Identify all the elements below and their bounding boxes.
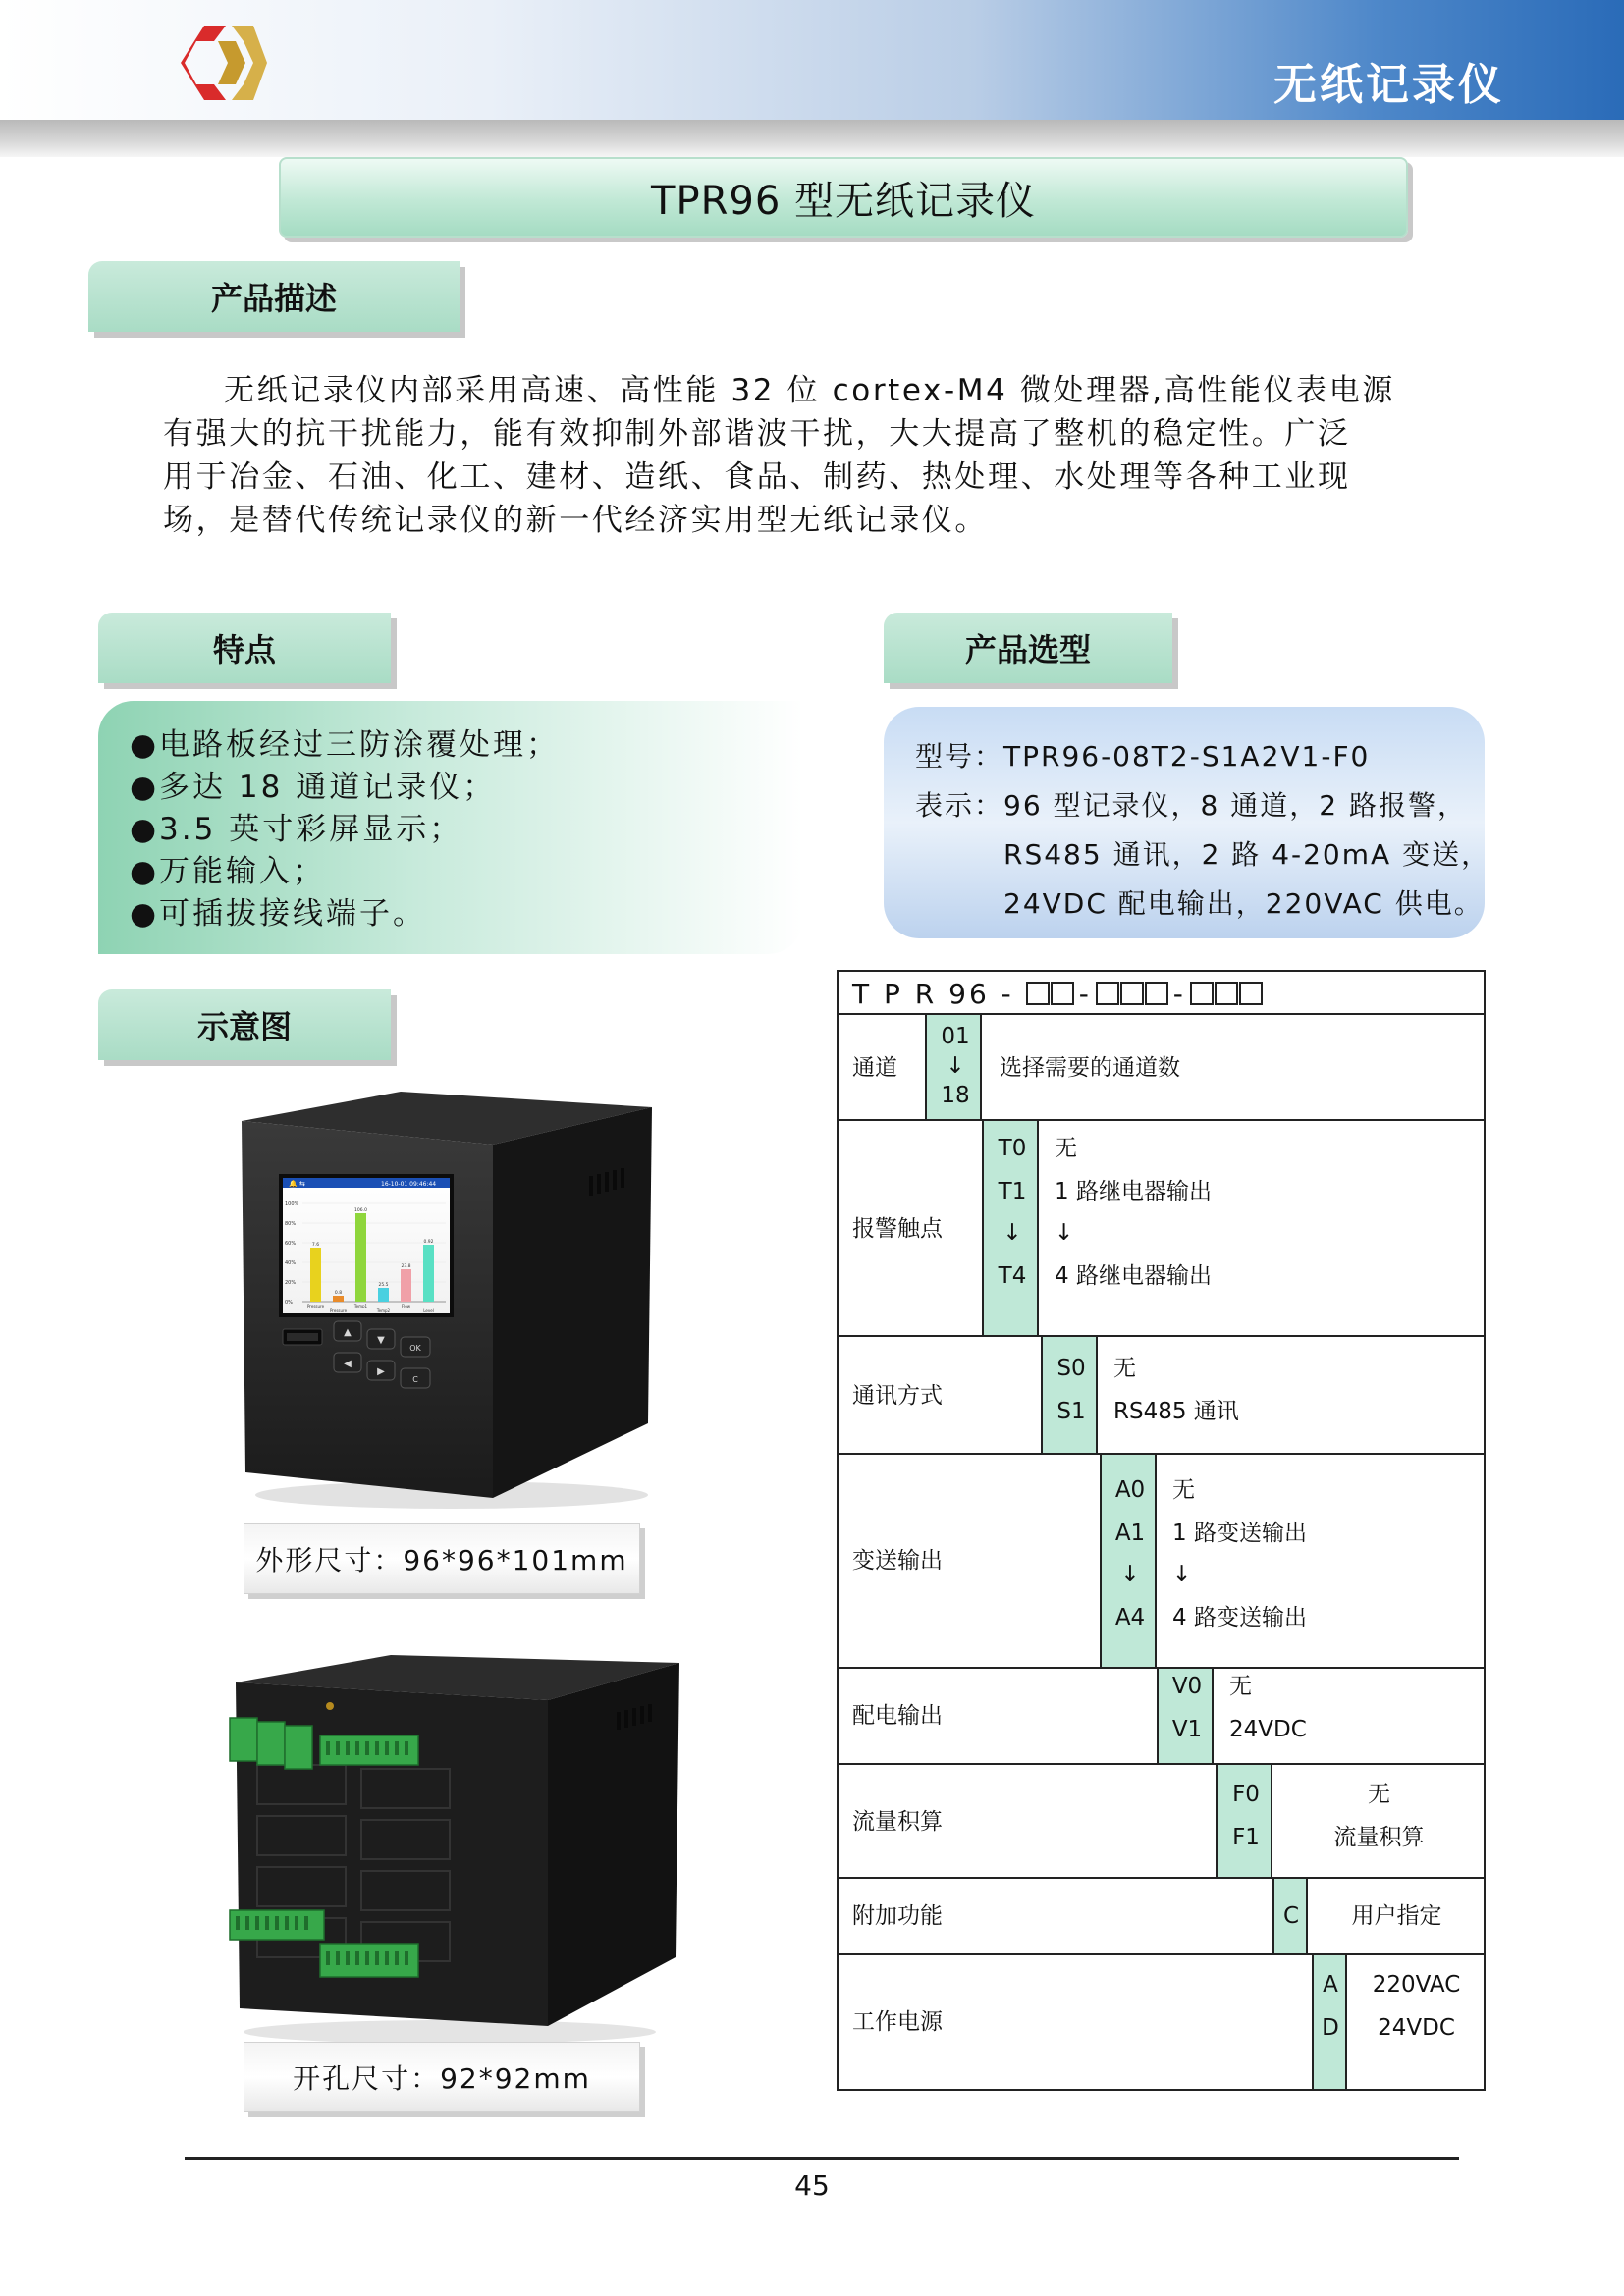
- code-box: [1096, 982, 1119, 1005]
- table-header: T P R 96 - - -: [852, 974, 1264, 1013]
- model-line: RS485 通讯，2 路 4-20mA 变送，: [1003, 838, 1491, 871]
- section-selection: 产品选型: [884, 613, 1172, 683]
- screen-date: 16-10-01: [381, 1181, 408, 1188]
- screen-bar: [378, 1288, 389, 1302]
- desc-cell: 24VDC: [1229, 1717, 1307, 1742]
- code-cell: C: [1282, 1903, 1300, 1929]
- code-cell: 01: [941, 1024, 970, 1049]
- desc-cell: ↓: [1055, 1220, 1074, 1246]
- code-cell: F0: [1232, 1782, 1260, 1807]
- code-box: [1120, 982, 1144, 1005]
- code-cell: ↓: [946, 1053, 965, 1079]
- code-cell: D: [1322, 2015, 1339, 2041]
- desc-cell: 24VDC: [1378, 2015, 1455, 2041]
- screen-time: 09:46:44: [409, 1181, 437, 1188]
- screen-bar-label: Pressure: [306, 1304, 325, 1308]
- desc-cell: RS485 通讯: [1113, 1399, 1239, 1424]
- code-box: [1190, 982, 1214, 1005]
- section-description: 产品描述: [88, 261, 460, 332]
- footer-rule: [185, 2157, 1459, 2160]
- desc-cell: 4 路变送输出: [1172, 1605, 1307, 1630]
- code-box: [1239, 982, 1263, 1005]
- screen-bar: [333, 1296, 344, 1302]
- desc-cell: 无: [1113, 1356, 1136, 1381]
- desc-cell: 1 路变送输出: [1172, 1521, 1307, 1546]
- code-cell: A: [1323, 1972, 1338, 1998]
- table-divider: [839, 1763, 1484, 1765]
- desc-cell: 无: [1368, 1782, 1390, 1807]
- code-cell: A0: [1114, 1477, 1146, 1503]
- screen-bar: [423, 1245, 434, 1302]
- device-rear-image: [224, 1653, 685, 2046]
- screen-y-tick: 20%: [285, 1280, 297, 1286]
- description-line: 有强大的抗干扰能力，能有效抑制外部谐波干扰，大大提高了整机的稳定性。广泛: [163, 416, 1351, 452]
- screen-bar: [355, 1213, 366, 1302]
- section-diagram: 示意图: [98, 989, 391, 1060]
- code-cell: A1: [1114, 1521, 1146, 1546]
- desc-cell: ↓: [1172, 1562, 1192, 1587]
- screen-bar: [401, 1269, 411, 1302]
- code-box: [1215, 982, 1238, 1005]
- screen-bar-label: Pressure: [329, 1308, 348, 1313]
- code-cell: 18: [941, 1083, 970, 1108]
- screen-y-tick: 40%: [285, 1260, 297, 1266]
- code-box: [1051, 982, 1074, 1005]
- row-label-alarm: 报警触点: [852, 1216, 943, 1242]
- desc-cell: 选择需要的通道数: [1000, 1055, 1180, 1081]
- table-divider: [839, 1335, 1484, 1337]
- screen-bar-label: Temp2: [376, 1308, 391, 1313]
- code-cell: S1: [1056, 1399, 1086, 1424]
- caption-outer-size: 外形尺寸：96*96*101mm: [244, 1523, 640, 1594]
- caption-cutout-size: 开孔尺寸：92*92mm: [244, 2042, 640, 2112]
- code-box: [1145, 982, 1168, 1005]
- row-label-comm: 通讯方式: [852, 1383, 943, 1409]
- row-label-transmit: 变送输出: [852, 1548, 943, 1574]
- key-right-label: ▶: [377, 1366, 385, 1377]
- model-example-box: [884, 707, 1491, 938]
- key-ok-label: OK: [409, 1344, 421, 1353]
- code-cell: T1: [998, 1179, 1027, 1204]
- description-line: 用于冶金、石油、化工、建材、造纸、食品、制药、热处理、水处理等各种工业现: [163, 459, 1351, 495]
- screen-y-tick: 80%: [285, 1221, 297, 1227]
- page-number: 45: [794, 2169, 830, 2202]
- code-cell: S0: [1056, 1356, 1086, 1381]
- row-label-channel: 通道: [852, 1055, 897, 1081]
- description-text: [163, 369, 1469, 542]
- features-box: [98, 701, 803, 954]
- row-label-extra: 附加功能: [852, 1903, 943, 1929]
- screen-bar-value: 25.5: [378, 1283, 389, 1288]
- feature-item: ●电路板经过三防涂覆处理；: [130, 727, 561, 763]
- code-cell: A4: [1114, 1605, 1146, 1630]
- screen-bar: [310, 1248, 321, 1302]
- table-divider: [839, 1953, 1484, 1955]
- table-header-prefix: T P R 96 -: [852, 977, 1014, 1010]
- feature-item: ●可插拔接线端子。: [130, 896, 427, 932]
- screen-y-tick: 0%: [285, 1300, 293, 1306]
- row-label-supply: 工作电源: [852, 2009, 943, 2035]
- svg-text:16-10-01 09:46:44: [381, 1181, 436, 1188]
- screen-bar-label: Level: [423, 1308, 434, 1313]
- screen-y-tick: 100%: [285, 1201, 299, 1207]
- key-up-label: ▲: [344, 1327, 352, 1338]
- code-cell: V1: [1171, 1717, 1203, 1742]
- model-line: 表示：96 型记录仪，8 通道，2 路报警，: [915, 789, 1467, 822]
- table-divider: [839, 1877, 1484, 1879]
- key-left-label: ◀: [344, 1359, 352, 1369]
- model-line: 24VDC 配电输出，220VAC 供电。: [1003, 887, 1484, 920]
- desc-cell: 无: [1229, 1674, 1252, 1699]
- screen-y-tick: 60%: [285, 1241, 297, 1247]
- desc-cell: 流量积算: [1333, 1825, 1425, 1850]
- code-cell: T4: [998, 1263, 1027, 1289]
- row-label-power-out: 配电输出: [852, 1703, 943, 1729]
- screen-bar-value: 7.6: [311, 1243, 320, 1248]
- screen-bar-label: Temp1: [353, 1304, 368, 1308]
- header-shadow: [0, 120, 1624, 157]
- code-cell: ↓: [1120, 1562, 1140, 1587]
- section-features: 特点: [98, 613, 391, 683]
- desc-cell: 1 路继电器输出: [1055, 1179, 1212, 1204]
- screen-bar-value: 23.8: [401, 1264, 411, 1269]
- code-cell: T0: [998, 1136, 1027, 1161]
- screen-bar-value: 106.0: [354, 1208, 367, 1213]
- svg-text:🔔 ⇆: 🔔 ⇆: [289, 1180, 305, 1188]
- desc-cell: 4 路继电器输出: [1055, 1263, 1212, 1289]
- key-c-label: C: [412, 1375, 418, 1384]
- table-divider: [839, 1453, 1484, 1455]
- screen-bar-value: 0.8: [334, 1291, 343, 1296]
- screen-bar-label: Flow: [401, 1304, 411, 1308]
- code-cell: V0: [1171, 1674, 1203, 1699]
- key-down-label: ▼: [377, 1335, 385, 1346]
- device-front-image: [236, 1088, 658, 1512]
- code-box: [1026, 982, 1050, 1005]
- description-line: 无纸记录仪内部采用高速、高性能 32 位 cortex-M4 微处理器,高性能仪表电源: [224, 373, 1395, 408]
- table-divider: [839, 1119, 1484, 1121]
- screen-bar-value: 0.92: [423, 1240, 434, 1245]
- feature-item: ●多达 18 通道记录仪；: [130, 770, 497, 805]
- desc-cell: 无: [1172, 1477, 1195, 1503]
- code-cell: F1: [1232, 1825, 1260, 1850]
- desc-cell: 用户指定: [1351, 1903, 1442, 1929]
- desc-cell: 220VAC: [1372, 1972, 1461, 1998]
- main-title: TPR96 型无纸记录仪: [279, 157, 1408, 238]
- description-line: 场，是替代传统记录仪的新一代经济实用型无纸记录仪。: [163, 503, 988, 538]
- selection-table: [837, 970, 1486, 2091]
- row-label-flow: 流量积算: [852, 1809, 943, 1835]
- company-logo: [175, 22, 269, 104]
- desc-cell: 无: [1055, 1136, 1077, 1161]
- feature-item: ●万能输入；: [130, 854, 327, 889]
- model-line: 型号：TPR96-08T2-S1A2V1-F0: [915, 740, 1371, 773]
- feature-item: ●3.5 英寸彩屏显示；: [130, 812, 463, 847]
- code-cell: ↓: [1002, 1220, 1022, 1246]
- header-title: 无纸记录仪: [1273, 60, 1504, 110]
